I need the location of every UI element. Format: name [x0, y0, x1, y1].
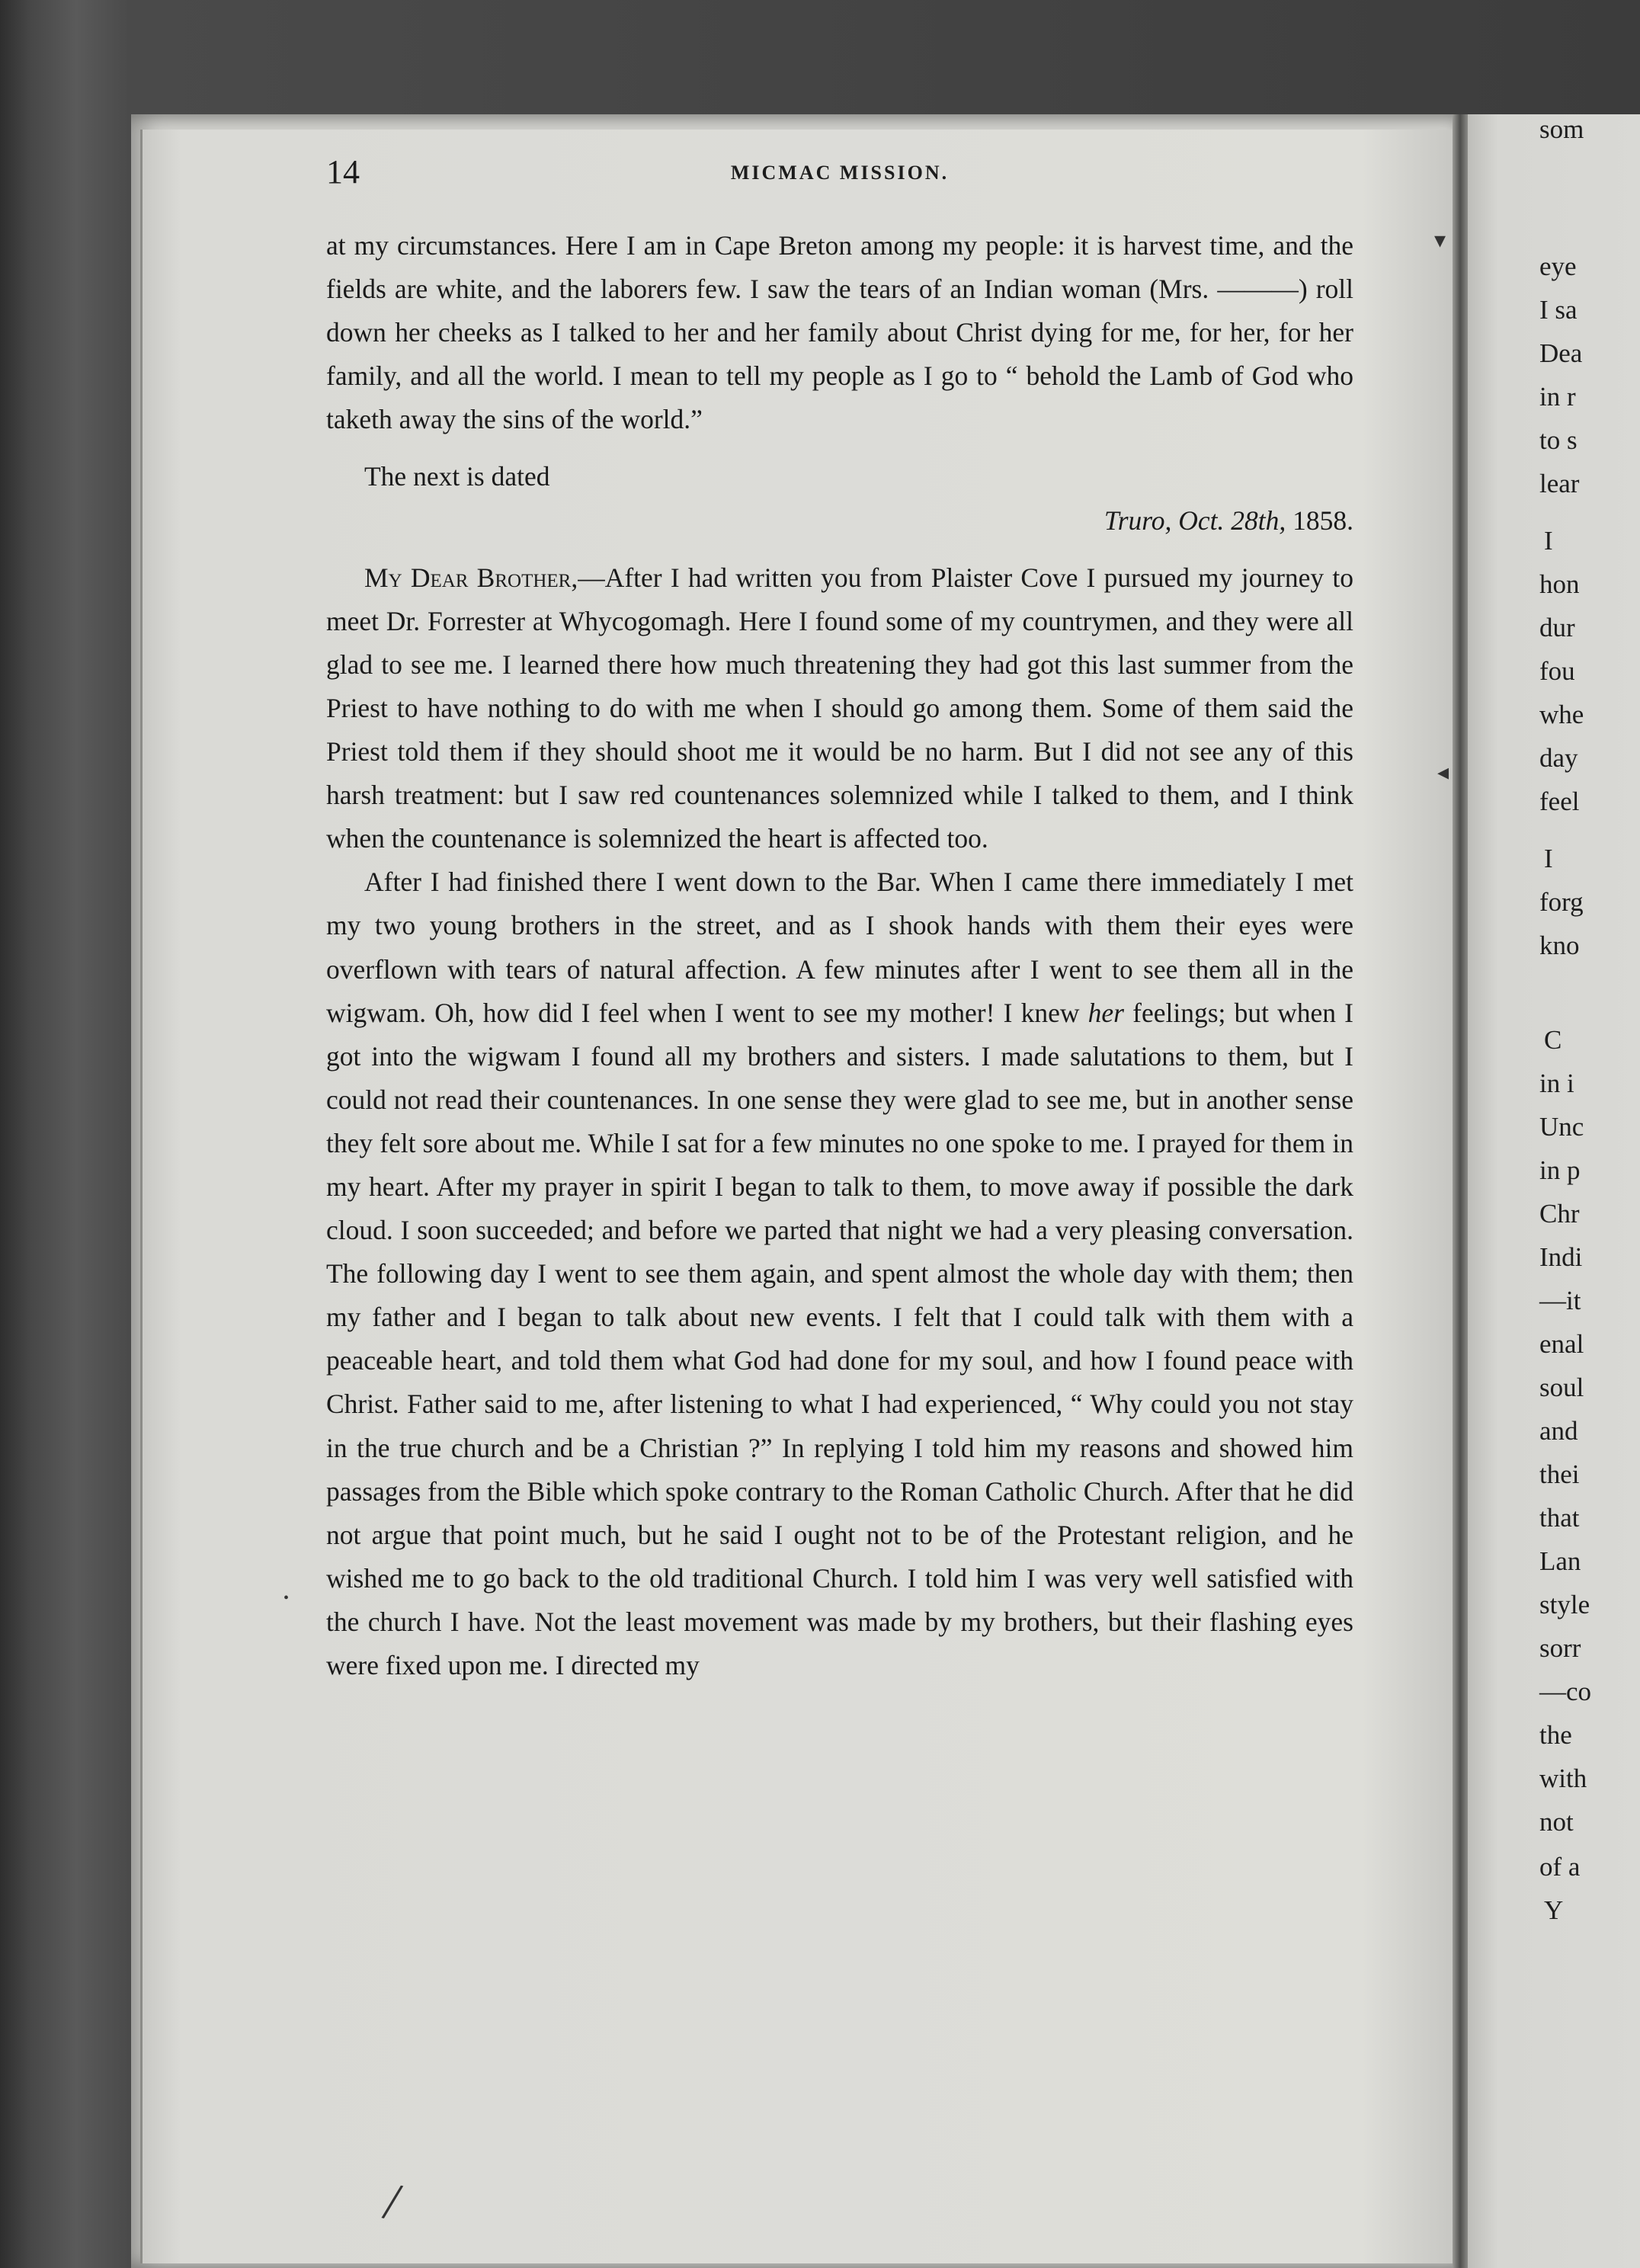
facing-page-fragment: Y [1544, 1895, 1564, 1925]
paragraph-3 [326, 556, 1353, 861]
facing-page-fragment: style [1539, 1590, 1590, 1619]
paragraph-4-part-b: feelings; but when I got into the wigwam I found all my brothers and sisters. I made salutations to them, but I could not read their countenances. In one sense they were glad to see me, but in another sense they felt sore about me. While I sat for a few minutes no one spoke to me. I prayed for them in my heart. After my prayer in spirit I began to talk to them, to move away if possible the dark cloud. I soon succeeded; and before we parted that night we had a very pleasing conversation. The following day I went to see them again, and spent almost the whole day with them; then my father and I began to talk about new events. I felt that I could talk with them with a peaceable heart, and told them what God had done for my soul, and how I found peace with Christ. Father said to me, after listening to what I had experienced, “ Why could you not stay in the true church and be a Christian ?” In replying I told him my reasons and showed him passages from the Bible which spoke contrary to the Roman Catholic Church. After that he did not argue that point much, but he said I ought not to be of the Protestant religion, and he wished me to go back to the old traditional Church. I told him I was very well satisfied with the church I have. Not the least movement was made by my brothers, but their flashing eyes were fixed upon me. I directed my [326, 997, 1353, 1680]
facing-page-fragment: not [1539, 1807, 1574, 1837]
facing-page-fragment: that [1539, 1503, 1580, 1533]
paragraph-4-emphasis: her [1087, 997, 1124, 1028]
facing-page-fragment: Unc [1539, 1112, 1584, 1142]
facing-page-fragment: Dea [1539, 338, 1583, 368]
running-head: MICMAC MISSION. [730, 162, 950, 184]
facing-page-fragment: in p [1539, 1155, 1581, 1185]
facing-page-fragment: in i [1539, 1068, 1574, 1098]
facing-page-fragment: to s [1539, 425, 1578, 455]
facing-page-fragment: I [1544, 844, 1553, 873]
paragraph-2: The next is dated [364, 461, 550, 492]
facing-page-fragment: in r [1539, 382, 1576, 412]
facing-page-fragment: Lan [1539, 1546, 1581, 1576]
facing-page-fragment: hon [1539, 569, 1580, 599]
facing-page-fragment: enal [1539, 1329, 1584, 1359]
paragraph-4 [326, 860, 1353, 1687]
facing-page-fragment: whe [1539, 700, 1584, 729]
facing-page-fragment: som [1539, 114, 1584, 144]
body-text [326, 224, 1353, 1687]
facing-page-fragment: Chr [1539, 1199, 1580, 1228]
margin-speck: ◂ [1437, 760, 1449, 785]
facing-page-fragment: sorr [1539, 1633, 1581, 1663]
paragraph-3-text: —After I had written you from Plaister Cove I pursued my journey to meet Dr. Forrester at Whycogomagh. Here I found some of my countrymen, and they were all glad to see me. I learned there how much threatening they had got this last summer from the Priest to have nothing to do with me when I should go among them. Some of them said the Priest told them if they should shoot me it would be no harm. But I did not see any of this harsh treatment: but I saw red countenances solemnized while I talked to them, and I think when the countenance is solemnized the heart is affected too. [326, 562, 1353, 854]
facing-page-fragment: C [1544, 1025, 1562, 1055]
facing-page-fragment: with [1539, 1763, 1587, 1793]
page-number: 14 [326, 153, 360, 191]
dateline-year: 1858. [1286, 505, 1353, 536]
facing-page-fragment: kno [1539, 931, 1580, 960]
facing-page-fragment: soul [1539, 1373, 1584, 1402]
facing-page-fragment: dur [1539, 613, 1575, 642]
margin-speck: ▾ [1434, 228, 1446, 253]
facing-page-fragment: I [1544, 526, 1553, 556]
facing-page-fragment: and [1539, 1416, 1578, 1446]
facing-page-fragment: I sa [1539, 295, 1578, 325]
facing-page-fragment: day [1539, 743, 1578, 773]
margin-speck: • [283, 1590, 290, 1606]
facing-page-fragment: feel [1539, 786, 1580, 816]
dateline-place-date: Truro, Oct. 28th, [1103, 505, 1286, 536]
facing-page-fragment: fou [1539, 656, 1575, 686]
book-gutter [1453, 114, 1468, 2268]
facing-page [1468, 114, 1640, 2268]
facing-page-fragment: lear [1539, 469, 1580, 498]
paragraph-4-part-a: After I had finished there I went down to the Bar. When I came there immediately I met my two young brothers in the street, and as I shook hands with them their eyes were overflown with tears of natural affection. A few minutes after I went to see them all in the wigwam. Oh, how did I feel when I went to see my mother! I knew [326, 867, 1353, 1028]
page-header [326, 152, 1353, 198]
paragraph-1: at my circumstances. Here I am in Cape Breton among my people: it is harvest time, and the fields are white, and the laborers few. I saw the tears of an Indian woman (Mrs. ———) roll down her cheeks as I talked to her and her family about Christ dying for me, for her, for her family, and all the world. I mean to tell my people as I go to “ behold the Lamb of God who taketh away the sins of the world.” [326, 230, 1353, 435]
facing-page-fragment: eye [1539, 251, 1577, 281]
facing-page-fragment: Indi [1539, 1242, 1583, 1272]
pen-mark: / [379, 2171, 406, 2233]
facing-page-fragment: —co [1539, 1677, 1592, 1706]
facing-page-fragment: thei [1539, 1459, 1580, 1489]
salutation: My Dear Brother, [364, 562, 578, 593]
dateline [326, 499, 1353, 543]
facing-page-fragment: the [1539, 1720, 1572, 1750]
facing-page-fragment: forg [1539, 887, 1584, 917]
facing-page-fragment: of a [1539, 1852, 1581, 1882]
facing-page-fragment: —it [1539, 1286, 1581, 1315]
